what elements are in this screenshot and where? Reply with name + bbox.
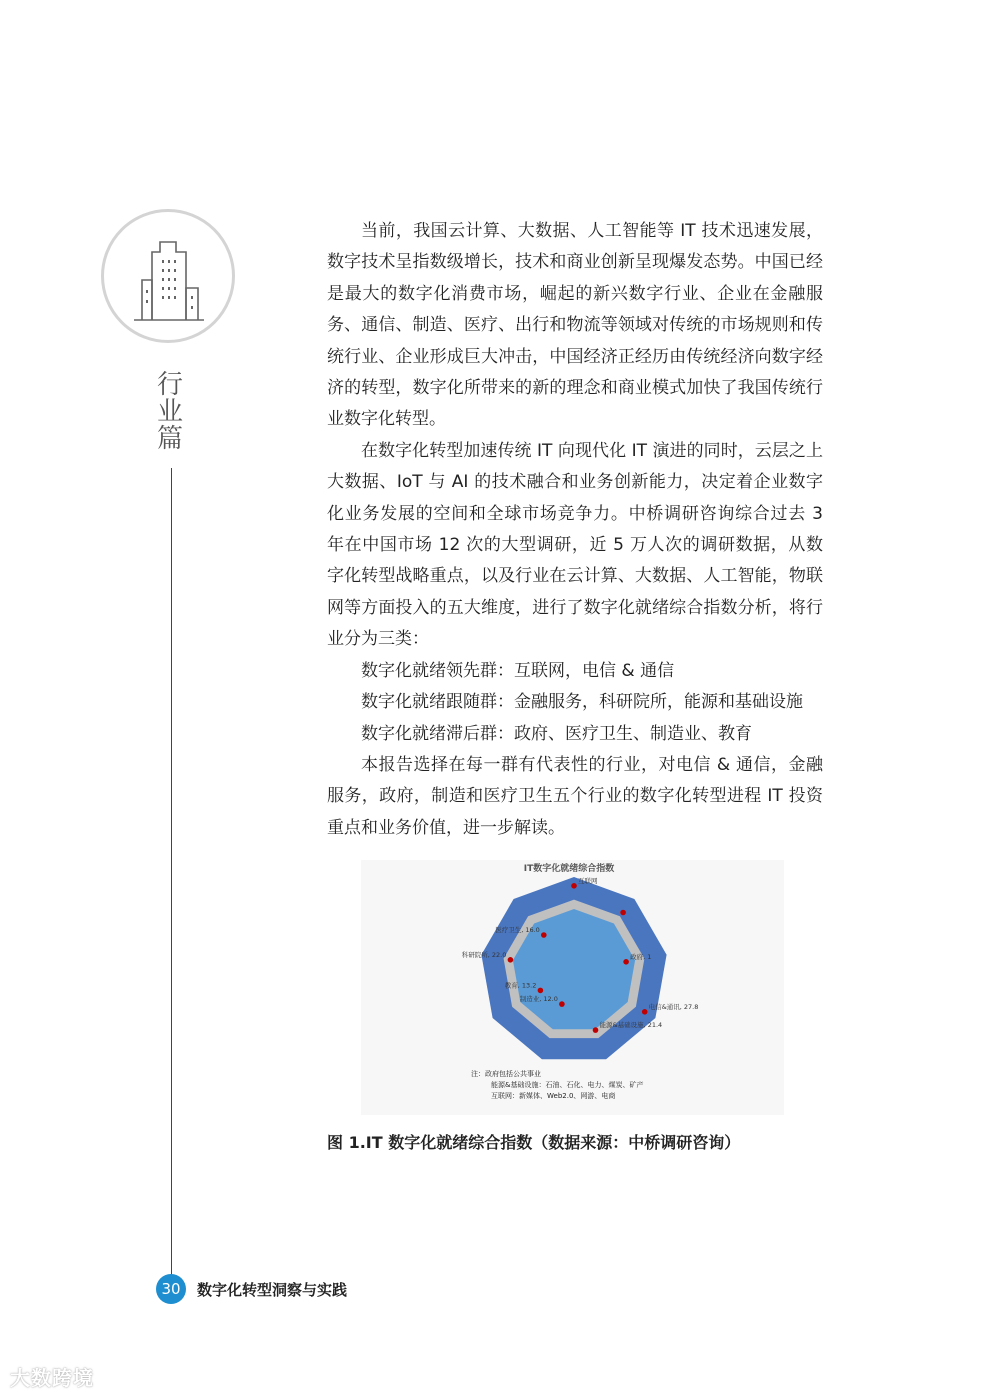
radar-data-label: 能源&基础设施, 21.4 xyxy=(599,1021,663,1030)
section-label-char: 篇 xyxy=(156,424,183,454)
radar-data-label: 政府, 1 xyxy=(630,952,652,961)
radar-data-label: 电信&通讯, 27.8 xyxy=(648,1002,699,1011)
radar-point xyxy=(623,959,629,965)
paragraph: 数字化就绪领先群：互联网，电信 & 通信 xyxy=(361,660,675,681)
radar-data-label: 制造业, 12.0 xyxy=(519,995,558,1004)
radar-point xyxy=(593,1027,599,1033)
paragraph: 当前，我国云计算、大数据、人工智能等 IT 技术迅速发展，数字技术呈指数级增长，技术和商业创新呈现爆发态势。中国已经是最大的数字化消费市场，崛起的新兴数字行业、企业在金融服务、通信、制造、医疗、出行和物流等领域对传统的市场规则和传统行业、企业形成巨大冲击，中国经济正经历由传统经济向数字经济的转型，数字化所带来的新的理念和商业模式加快了我国传统行业数字化转型。 xyxy=(327,221,823,430)
building-icon xyxy=(104,212,232,340)
radar-data-label: 教育, 13.2 xyxy=(504,981,537,990)
section-label-char: 行 xyxy=(156,370,183,400)
section-label xyxy=(150,372,190,453)
watermark: 大数跨境 xyxy=(10,1366,94,1390)
paragraph: 数字化就绪跟随群：金融服务，科研院所，能源和基础设施 xyxy=(361,692,803,713)
radar-point xyxy=(571,883,577,889)
figure-caption: 图 1.IT 数字化就绪综合指数（数据来源：中桥调研咨询） xyxy=(327,1133,741,1152)
margin-rule xyxy=(171,468,172,1276)
radar-data-label: 医疗卫生, 16.0 xyxy=(495,926,540,934)
radar-chart xyxy=(361,860,784,1115)
section-emblem xyxy=(101,209,235,343)
radar-point xyxy=(541,932,547,938)
radar-data-label: 科研院所, 22.0 xyxy=(461,950,507,959)
page-number: 30 xyxy=(156,1274,186,1304)
paragraph: 数字化就绪滞后群：政府、医疗卫生、制造业、教育 xyxy=(361,723,752,744)
section-label-char: 业 xyxy=(156,397,183,427)
radar-point xyxy=(642,1009,648,1015)
radar-point xyxy=(559,1001,565,1007)
running-title: 数字化转型洞察与实践 xyxy=(197,1281,348,1299)
figure-note: 互联网：新媒体、Web2.0、网游、电商 xyxy=(491,1092,616,1100)
body-text xyxy=(327,216,823,844)
chart-title: IT数字化就绪综合指数 xyxy=(523,864,615,874)
radar-point xyxy=(620,910,626,916)
figure-note: 注：政府包括公共事业 xyxy=(471,1070,541,1078)
radar-point xyxy=(538,988,544,994)
paragraph: 在数字化转型加速传统 IT 向现代化 IT 演进的同时，云层之上大数据、IoT 与 AI 的技术融合和业务创新能力，决定着企业数字化业务发展的空间和全球市场竞争力。中桥调研咨询综合过去 3 年在中国市场 12 次的大型调研，近 5 万人次的调研数据，从数字化转型战略重点，以及行业在云计算、大数据、人工智能，物联网等方面投入的五大维度，进行了数字化就绪综合指数分析，将行业分为三类： xyxy=(327,440,823,650)
figure-note: 能源&基础设施：石油、石化、电力、煤炭、矿产 xyxy=(491,1081,644,1089)
radar-point xyxy=(508,957,514,963)
radar-figure xyxy=(361,860,784,1115)
radar-data-label: 互联网 xyxy=(578,876,598,885)
paragraph: 本报告选择在每一群有代表性的行业，对电信 & 通信，金融服务，政府，制造和医疗卫生五个行业的数字化转型进程 IT 投资重点和业务价值，进一步解读。 xyxy=(327,754,823,838)
